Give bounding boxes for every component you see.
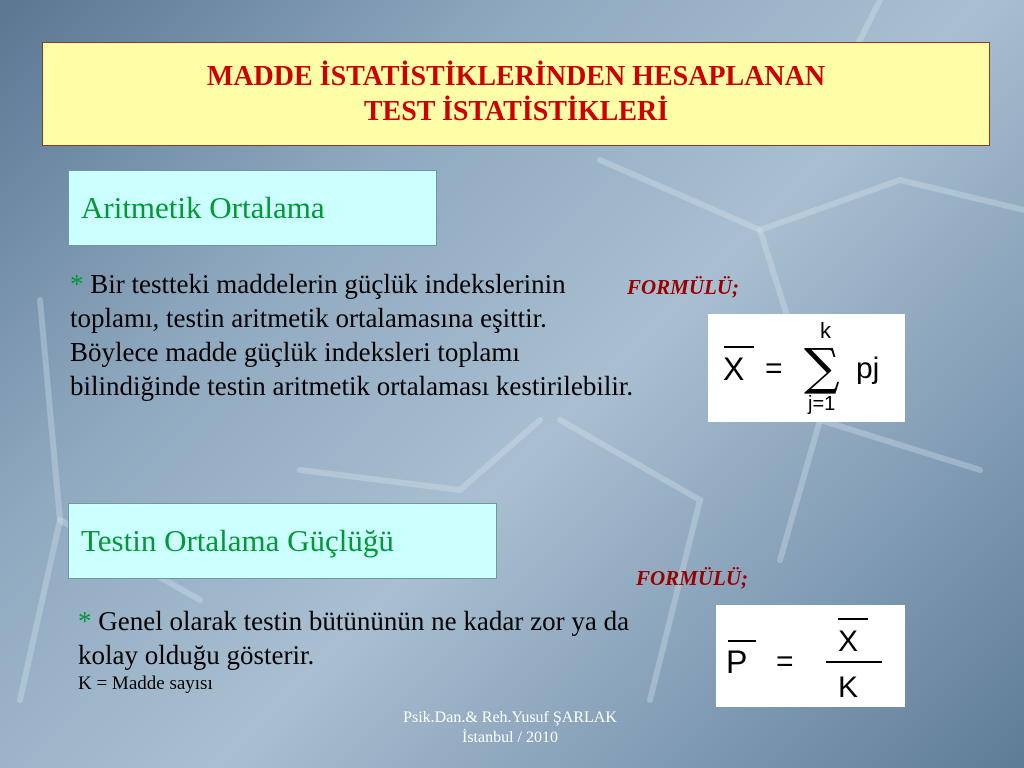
formula-equals: = (776, 645, 794, 678)
formula-difficulty-image (716, 605, 905, 707)
paragraph-text: Genel olarak testin bütününün ne kadar zor ya da kolay olduğu gösterir. (78, 606, 630, 670)
heading-label: Aritmetik Ortalama (81, 190, 325, 225)
formula-equals: = (765, 352, 783, 385)
formula-denominator: K (838, 671, 859, 704)
paragraph-text: Bir testteki maddelerin güçlük indekslerinin toplamı, testin aritmetik ortalamasına eşittir. Böylece madde güçlük indeksleri toplamı bilindiğinde testin aritmetik ortalaması kestirilebilir. (70, 269, 634, 401)
footer-place-year: İstanbul / 2010 (462, 729, 558, 746)
formula-mean-image (708, 314, 905, 422)
heading-aritmetik-ortalama (68, 170, 437, 246)
heading-testin-ortalama-guclugu (68, 503, 497, 579)
slide-title-line2: TEST İSTATİSTİKLERİ (363, 96, 669, 127)
paragraph-testin-ortalama-guclugu (78, 604, 638, 696)
note-madde-sayisi: K = Madde sayısı (78, 673, 213, 694)
slide-title-box (42, 42, 990, 146)
footer-author: Psik.Dan.& Reh.Yusuf ŞARLAK (403, 709, 617, 726)
formula-numerator: X (838, 625, 859, 658)
formula-label: FORMÜLÜ; (636, 566, 749, 590)
sigma-upper: k (820, 318, 831, 343)
slide-title-line1: MADDE İSTATİSTİKLERİNDEN HESAPLANAN (206, 61, 826, 92)
bullet-star: * (70, 269, 84, 299)
formula-label: FORMÜLÜ; (627, 275, 740, 299)
paragraph-aritmetik-ortalama (70, 267, 640, 403)
bullet-star: * (78, 606, 92, 636)
heading-label: Testin Ortalama Güçlüğü (81, 523, 394, 558)
formula-lhs: P (726, 644, 748, 680)
footer (360, 708, 660, 748)
formula-lhs: X (723, 351, 745, 387)
formula-term: pj (856, 352, 880, 385)
sigma-lower: j=1 (808, 393, 836, 415)
sigma-icon: ∑ (804, 338, 840, 396)
